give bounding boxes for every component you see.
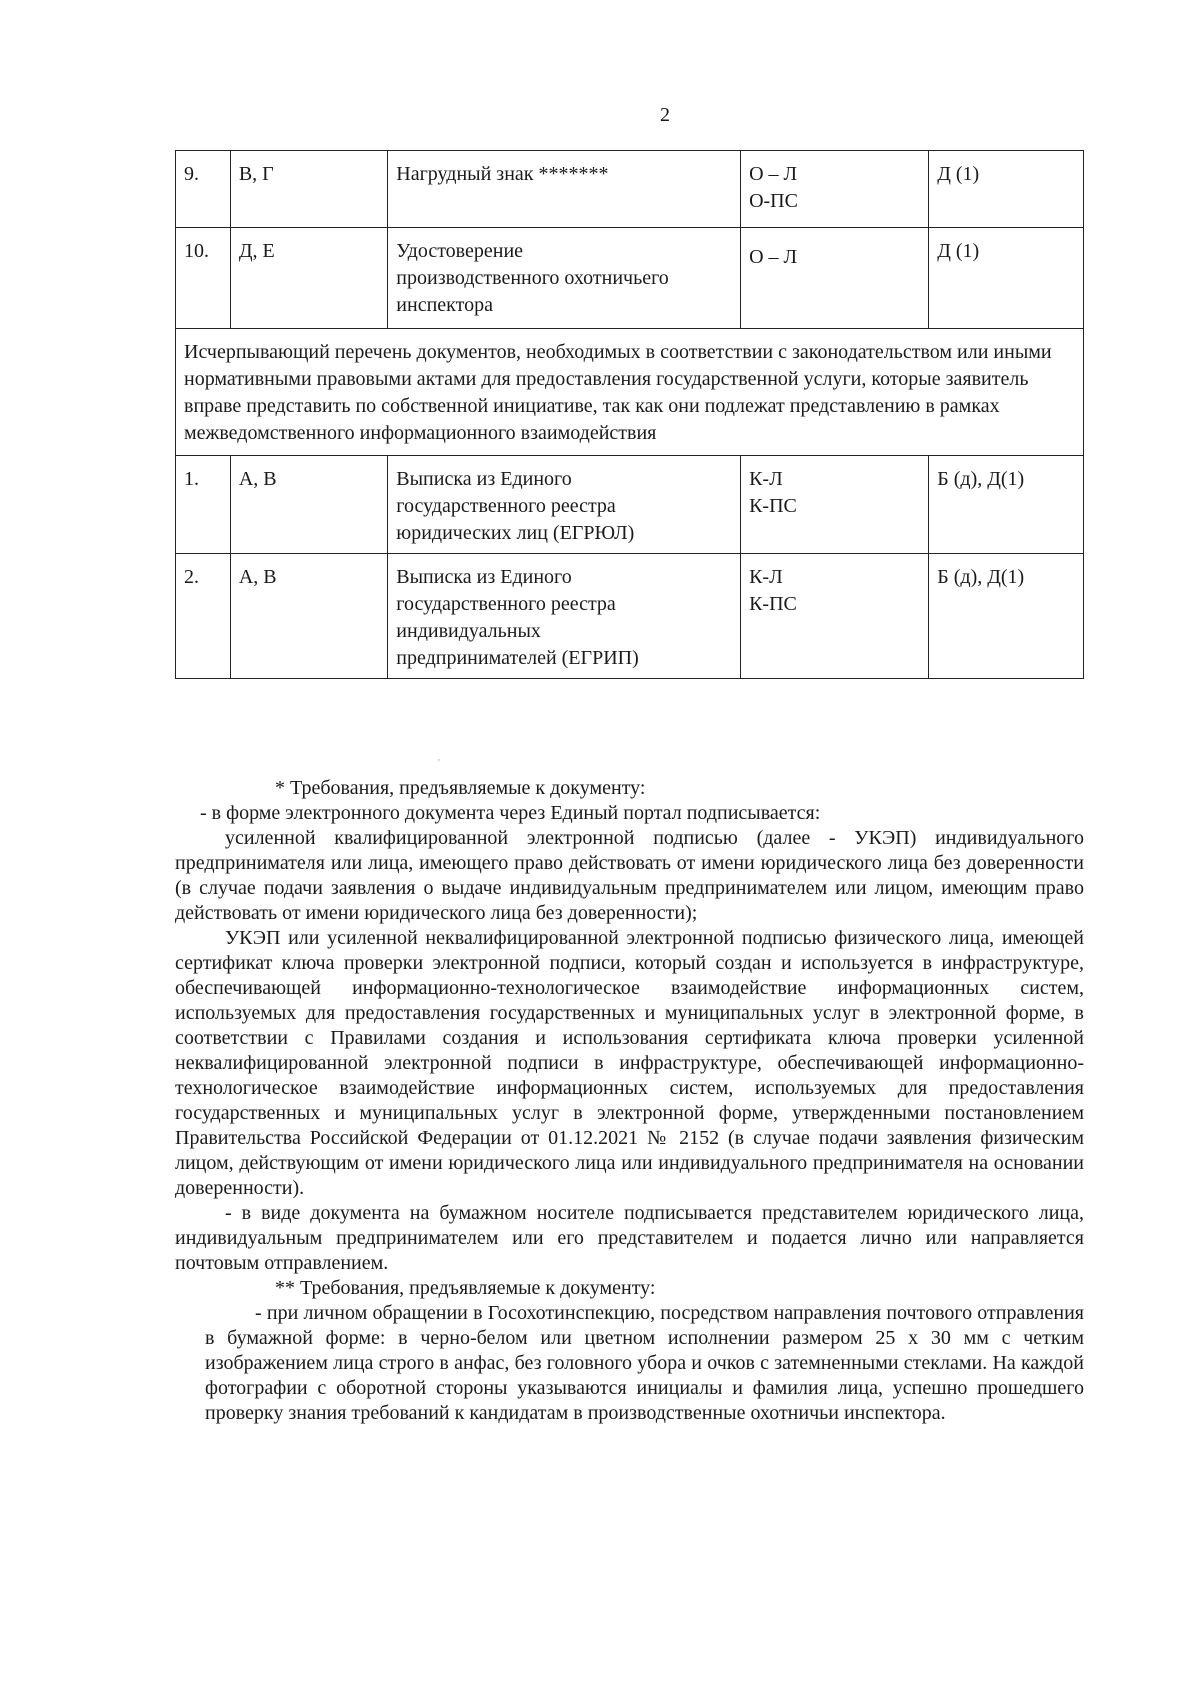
documents-table — [175, 150, 1084, 679]
document-name-line: предпринимателей (ЕГРИП) — [396, 647, 639, 669]
note-paragraph: усиленной квалифицированной электронной подписью (далее - УКЭП) индивидуального предпринимателя или лица, имеющего право действовать от имени юридического лица без доверенности (в случае подачи заявления о выдаче индивидуальным предпринимателем или лицом, имеющим право действовать от имени юридического лица без доверенности); — [175, 827, 1084, 924]
document-name-line: индивидуальных — [396, 620, 541, 642]
notes-section — [175, 776, 1084, 1426]
form-line: О – Л — [749, 246, 798, 268]
note-paragraph: - в виде документа на бумажном носителе подписывается представителем юридического лица, индивидуальным предпринимателем или его представителем и подается лично или направляется почтовым отправлением. — [175, 1202, 1084, 1274]
applicant-category: В, Г — [230, 151, 387, 228]
page-number: 2 — [660, 104, 670, 126]
document-name-line: государственного реестра — [396, 495, 616, 517]
requirement-code: Б (д), Д(1) — [929, 456, 1084, 554]
document-name-line: юридических лиц (ЕГРЮЛ) — [396, 522, 635, 544]
document-name — [388, 554, 741, 679]
document-form — [741, 456, 929, 554]
document-form — [741, 554, 929, 679]
section-heading-row — [176, 329, 1084, 456]
form-line: К-ПС — [749, 593, 797, 615]
note-sub-block — [175, 1301, 1084, 1426]
table-row — [176, 151, 1084, 228]
row-number: 1. — [176, 456, 231, 554]
document-name-line: государственного реестра — [396, 593, 616, 615]
note-item: - в форме электронного документа через Единый портал подписывается: — [200, 802, 821, 824]
document-name — [388, 456, 741, 554]
requirement-code: Б (д), Д(1) — [929, 554, 1084, 679]
form-line: К-Л — [749, 468, 783, 490]
document-name-line: инспектора — [396, 294, 493, 316]
applicant-category: Д, Е — [230, 228, 387, 329]
scan-mark: ' — [438, 758, 440, 769]
requirement-code: Д (1) — [929, 228, 1084, 329]
document-name-line: Удостоверение — [396, 240, 524, 262]
form-line: О – Л — [749, 163, 798, 185]
document-name — [388, 228, 741, 329]
note-title-star2: ** Требования, предъявляемые к документу: — [275, 1277, 656, 1299]
form-line: О-ПС — [749, 190, 798, 212]
document-form — [741, 228, 929, 329]
table-row — [176, 554, 1084, 679]
form-line: К-ПС — [749, 495, 797, 517]
document-name-line: производственного охотничьего — [396, 267, 669, 289]
document-form — [741, 151, 929, 228]
requirement-code: Д (1) — [929, 151, 1084, 228]
applicant-category: А, В — [230, 554, 387, 679]
section-heading: Исчерпывающий перечень документов, необходимых в соответствии с законодательством или иными нормативными правовыми актами для предоставления государственной услуги, которые заявитель вправе представить по собственной инициативе, так как они подлежат представлению в рамках межведомственного информационного взаимодействия — [176, 329, 1084, 456]
row-number: 9. — [176, 151, 231, 228]
table-row — [176, 456, 1084, 554]
document-name-line: Выписка из Единого — [396, 566, 572, 588]
note-paragraph: УКЭП или усиленной неквалифицированной электронной подписью физического лица, имеющей сертификат ключа проверки электронной подписи, который создан и используется в инфраструктуре, обеспечивающей информационно-технологическое взаимодействие информационных систем, используемых для предоставления государственных и муниципальных услуг в электронной форме, в соответствии с Правилами создания и использования сертификата ключа проверки усиленной неквалифицированной электронной подписи в инфраструктуре, обеспечивающей информационно-технологическое взаимодействие информационных систем, используемых для предоставления государственных и муниципальных услуг в электронной форме, утвержденными постановлением Правительства Российской Федерации от 01.12.2021 № 2152 (в случае подачи заявления физическим лицом, действующим от имени юридического лица или индивидуального предпринимателя на основании доверенности). — [175, 927, 1084, 1199]
row-number: 10. — [176, 228, 231, 329]
note-title-star1: * Требования, предъявляемые к документу: — [275, 777, 646, 799]
row-number: 2. — [176, 554, 231, 679]
note-paragraph: - при личном обращении в Госохотинспекцию, посредством направления почтового отправления в бумажной форме: в черно-белом или цветном исполнении размером 25 x 30 мм с четким изображением лица строго в анфас, без головного убора и очков с затемненными стеклами. На каждой фотографии с оборотной стороны указываются инициалы и фамилия лица, успешно прошедшего проверку знания требований к кандидатам в производственные охотничьи инспектора. — [205, 1302, 1084, 1424]
document-name-line: Выписка из Единого — [396, 468, 572, 490]
document-name: Нагрудный знак ******* — [388, 151, 741, 228]
table-row — [176, 228, 1084, 329]
applicant-category: А, В — [230, 456, 387, 554]
form-line: К-Л — [749, 566, 783, 588]
